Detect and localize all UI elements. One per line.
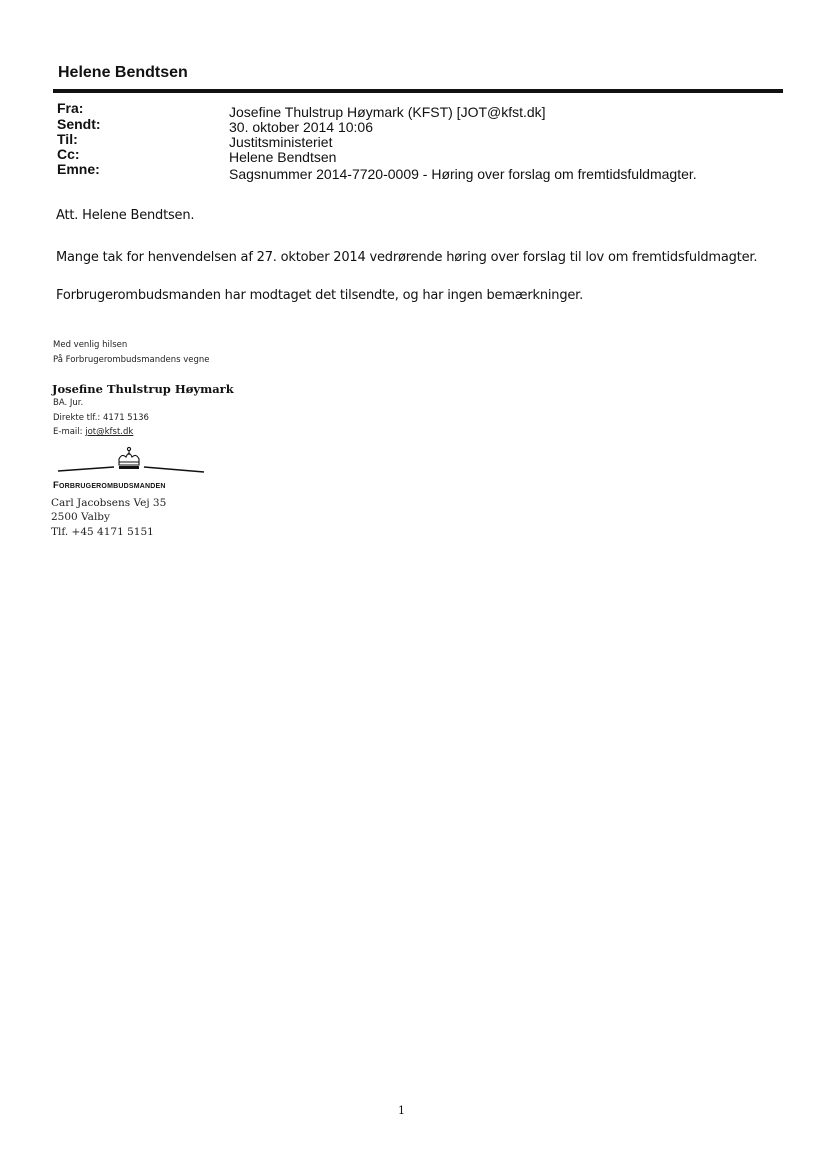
to-label: Til:	[57, 131, 78, 147]
on-behalf: På Forbrugerombudsmandens vegne	[53, 355, 210, 365]
body-paragraph-2: Forbrugerombudsmanden har modtaget det tilsendte, og har ingen bemærkninger.	[56, 288, 584, 303]
from-value: Josefine Thulstrup Høymark (KFST) [JOT@kfst.dk]	[229, 104, 546, 120]
address-street: Carl Jacobsens Vej 35	[51, 497, 167, 509]
subject-value: Sagsnummer 2014-7720-0009 - Høring over forslag om fremtidsfuldmagter.	[229, 166, 697, 182]
cc-value: Helene Bendtsen	[229, 149, 337, 165]
signer-name: Josefine Thulstrup Høymark	[52, 382, 234, 396]
address-city: 2500 Valby	[51, 511, 110, 523]
greeting: Med venlig hilsen	[53, 340, 128, 350]
subject-label: Emne:	[57, 161, 100, 177]
cc-label: Cc:	[57, 146, 80, 162]
sent-label: Sendt:	[57, 116, 101, 132]
body-paragraph-1: Mange tak for henvendelsen af 27. oktober 2014 vedrørende høring over forslag til lov om fremtidsfuldmagter.	[56, 250, 758, 265]
email-owner-name: Helene Bendtsen	[58, 64, 188, 81]
signer-email-line	[53, 427, 133, 437]
organization-name: Forbrugerombudsmanden	[53, 480, 166, 491]
email-label: E-mail:	[53, 427, 86, 437]
signer-email-link[interactable]: jot@kfst.dk	[85, 427, 134, 437]
crown-logo-icon	[56, 444, 208, 476]
sent-value: 30. oktober 2014 10:06	[229, 119, 374, 135]
signer-title: BA. Jur.	[53, 398, 84, 408]
salutation: Att. Helene Bendtsen.	[56, 208, 195, 223]
page-number: 1	[398, 1104, 405, 1117]
to-value: Justitsministeriet	[229, 134, 333, 150]
from-label: Fra:	[57, 100, 84, 116]
signer-phone: Direkte tlf.: 4171 5136	[53, 413, 149, 423]
header-rule	[53, 89, 783, 93]
main-phone: Tlf. +45 4171 5151	[51, 526, 154, 538]
